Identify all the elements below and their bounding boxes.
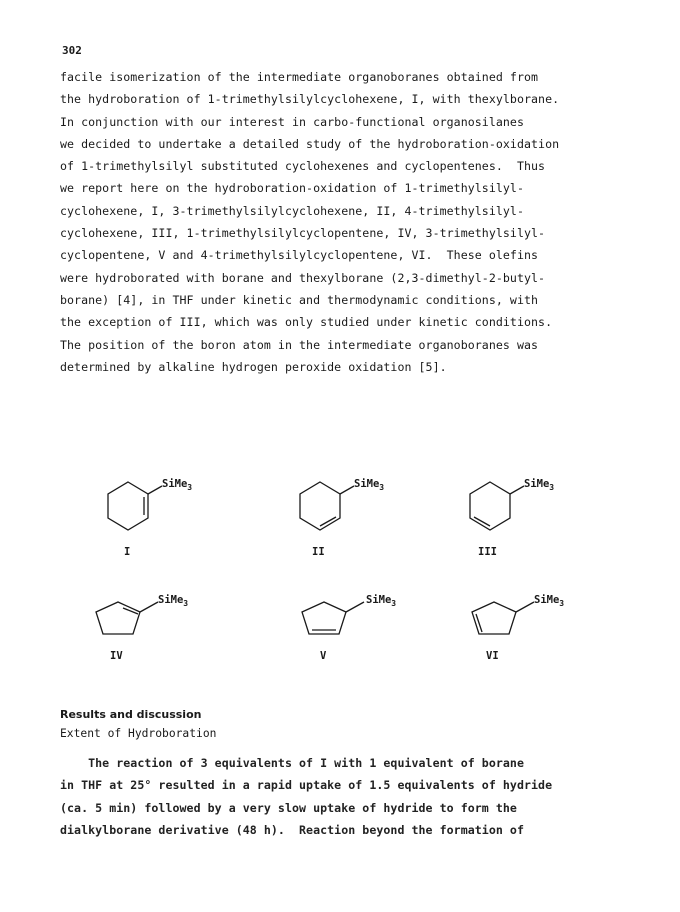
text-line: cyclopentene, V and 4-trimethylsilylcyclopentene, VI. These olefins bbox=[60, 248, 539, 263]
text-line: of 1-trimethylsilyl substituted cyclohexenes and cyclopentenes. Thus bbox=[60, 159, 546, 174]
text-line: determined by alkaline hydrogen peroxide oxidation [5]. bbox=[60, 359, 447, 374]
paragraph-intro bbox=[60, 66, 640, 378]
text-line: facile isomerization of the intermediate organoboranes obtained from bbox=[60, 70, 539, 84]
compound-label: IV bbox=[110, 650, 123, 662]
page-number: 302 bbox=[62, 44, 82, 57]
substituent-label: SiMe$_3$ bbox=[162, 478, 193, 493]
substituent-label: SiMe$_3$ bbox=[534, 594, 565, 609]
text-line: In conjunction with our interest in carbo-functional organosilanes bbox=[60, 114, 524, 129]
text-line: cyclohexene, I, 3-trimethylsilylcyclohexene, II, 4-trimethylsilyl- bbox=[60, 203, 524, 218]
text-line: The reaction of 3 equivalents of I with 1 equivalent of borane bbox=[60, 756, 524, 770]
text-line: we decided to undertake a detailed study of the hydroboration-oxidation bbox=[60, 136, 560, 151]
structure-figure bbox=[0, 440, 680, 690]
compound-label: I bbox=[124, 546, 131, 558]
structure-IV bbox=[86, 584, 246, 694]
section-results bbox=[60, 706, 640, 743]
text-line: the hydroboration of 1-trimethylsilylcyclohexene, I, with thexylborane. bbox=[60, 92, 560, 107]
substituent-label: SiMe$_3$ bbox=[524, 478, 555, 493]
section-subheading: Extent of Hydroboration bbox=[60, 727, 217, 740]
paragraph-hydroboration bbox=[60, 752, 640, 841]
substituent-label: SiMe$_3$ bbox=[354, 478, 385, 493]
structure-III bbox=[448, 466, 608, 576]
structure-VI bbox=[462, 584, 622, 694]
text-line: The position of the boron atom in the intermediate organoboranes was bbox=[60, 337, 539, 352]
substituent-label: SiMe$_3$ bbox=[158, 594, 189, 609]
compound-label: II bbox=[312, 546, 325, 558]
compound-label: III bbox=[478, 546, 497, 558]
text-line: in THF at 25° resulted in a rapid uptake of 1.5 equivalents of hydride bbox=[60, 778, 553, 793]
text-line: dialkylborane derivative (48 h). Reaction beyond the formation of bbox=[60, 822, 524, 837]
section-heading: Results and discussion bbox=[60, 708, 202, 721]
structure-II bbox=[278, 466, 438, 576]
text-line: were hydroborated with borane and thexylborane (2,3-dimethyl-2-butyl- bbox=[60, 270, 546, 285]
text-line: cyclohexene, III, 1-trimethylsilylcyclopentene, IV, 3-trimethylsilyl- bbox=[60, 226, 546, 241]
text-line: borane) [4], in THF under kinetic and thermodynamic conditions, with bbox=[60, 292, 539, 307]
text-line: we report here on the hydroboration-oxidation of 1-trimethylsilyl- bbox=[60, 181, 524, 196]
text-line: the exception of III, which was only studied under kinetic conditions. bbox=[60, 315, 553, 330]
structure-I bbox=[86, 466, 246, 576]
structure-V bbox=[292, 584, 452, 694]
compound-label: V bbox=[320, 650, 327, 662]
substituent-label: SiMe$_3$ bbox=[366, 594, 397, 609]
compound-label: VI bbox=[486, 650, 499, 662]
text-line: (ca. 5 min) followed by a very slow uptake of hydride to form the bbox=[60, 800, 517, 815]
